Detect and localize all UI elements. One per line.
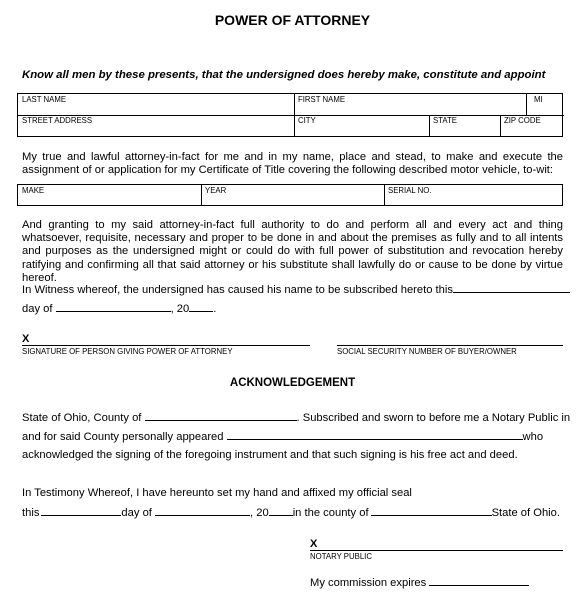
make-label: MAKE: [22, 186, 45, 195]
acknowledgement-heading: ACKNOWLEDGEMENT: [229, 377, 356, 389]
page-title: POWER OF ATTORNEY: [214, 12, 371, 28]
street-address-field[interactable]: [18, 115, 294, 137]
ssn-line[interactable]: [337, 345, 563, 346]
signer-caption: SIGNATURE OF PERSON GIVING POWER OF ATTORNEY: [22, 347, 233, 356]
intro-statement: Know all men by these presents, that the undersigned does hereby make, constitute and appoint: [22, 69, 546, 81]
signature-mark: X: [22, 333, 30, 345]
attorney-info-table: [17, 93, 563, 137]
acknowledged-line: acknowledged the signing of the foregoing instrument and that such signing is his free act and deed.: [22, 449, 518, 461]
appeared-line: [22, 430, 543, 443]
last-name-label: LAST NAME: [22, 95, 67, 104]
street-address-label: STREET ADDRESS: [22, 116, 93, 125]
serial-number-field[interactable]: [384, 185, 563, 206]
witness-statement: [22, 283, 570, 296]
appeared-prefix-text: and for said County personally appeared: [22, 431, 224, 443]
make-field[interactable]: [18, 185, 201, 206]
testimony-this-text: this: [22, 507, 40, 519]
testimony-line: In Testimony Whereof, I have hereunto set my hand and affixed my official seal: [22, 487, 412, 499]
middle-initial-field[interactable]: [526, 94, 563, 115]
state-label: STATE: [433, 116, 457, 125]
authority-paragraph: And granting to my said attorney-in-fact full authority to do and perform all and every act and thing whatsoever, requisite, necessary and proper to be done in and about the premises as fully and to all intents and purposes as the undersigned might or could do with full power of substitution and revocation hereby ratifying and confirming all that said attorney or his substitute shall lawfully do or cause to be done by virtue hereof.: [22, 219, 563, 284]
witness-date-line: [22, 302, 216, 315]
zip-code-field[interactable]: [500, 115, 563, 137]
attorney-in-fact-paragraph: My true and lawful attorney-in-fact for me and in my name, place and stead, to make and execute the assignment of or application for my Certificate of Title covering the following described motor vehicle, to-wit:: [22, 151, 563, 177]
witness-month-blank[interactable]: [56, 302, 171, 312]
year-label: YEAR: [205, 186, 227, 195]
county-blank[interactable]: [145, 411, 297, 421]
testimony-county-text: in the county of: [292, 507, 369, 519]
witness-year-blank[interactable]: [189, 302, 213, 312]
commission-text: My commission expires: [310, 577, 427, 589]
testimony-county-blank[interactable]: [371, 506, 492, 516]
appeared-name-blank[interactable]: [227, 430, 523, 440]
witness-day-of-text: day of: [22, 303, 53, 315]
ssn-caption: SOCIAL SECURITY NUMBER OF BUYER/OWNER: [337, 347, 517, 356]
witness-year-prefix: , 20: [170, 303, 190, 315]
city-field[interactable]: [294, 115, 429, 137]
signature-line[interactable]: [22, 345, 310, 346]
testimony-state-text: State of Ohio.: [491, 507, 560, 519]
county-suffix-text: . Subscribed and sworn to before me a Notary Public in: [296, 412, 571, 424]
testimony-year-prefix: , 20: [250, 507, 269, 519]
notary-caption: NOTARY PUBLIC: [310, 552, 372, 561]
witness-day-blank[interactable]: [453, 283, 570, 293]
notary-signature-line[interactable]: [310, 550, 563, 551]
witness-text: In Witness whereof, the undersigned has caused his name to be subscribed hereto this: [22, 284, 453, 296]
commission-line: [310, 576, 529, 589]
city-label: CITY: [298, 116, 316, 125]
notary-signature-mark: X: [310, 538, 318, 550]
zip-code-label: ZIP CODE: [504, 116, 541, 125]
county-prefix-text: State of Ohio, County of: [22, 412, 142, 424]
middle-initial-label: MI: [534, 95, 543, 104]
witness-year-suffix: .: [213, 303, 217, 315]
testimony-date-line: [22, 506, 560, 519]
appeared-suffix-text: who: [522, 431, 544, 443]
commission-blank[interactable]: [429, 576, 529, 586]
serial-number-label: SERIAL NO.: [388, 186, 432, 195]
testimony-day-blank[interactable]: [41, 506, 121, 516]
testimony-day-of-text: day of: [121, 507, 152, 519]
state-field[interactable]: [429, 115, 500, 137]
testimony-year-blank[interactable]: [269, 506, 293, 516]
last-name-field[interactable]: [18, 94, 294, 115]
first-name-label: FIRST NAME: [298, 95, 346, 104]
testimony-month-blank[interactable]: [155, 506, 250, 516]
county-line: [22, 411, 570, 424]
vehicle-info-table: [17, 184, 563, 206]
year-field[interactable]: [201, 185, 384, 206]
first-name-field[interactable]: [294, 94, 526, 115]
